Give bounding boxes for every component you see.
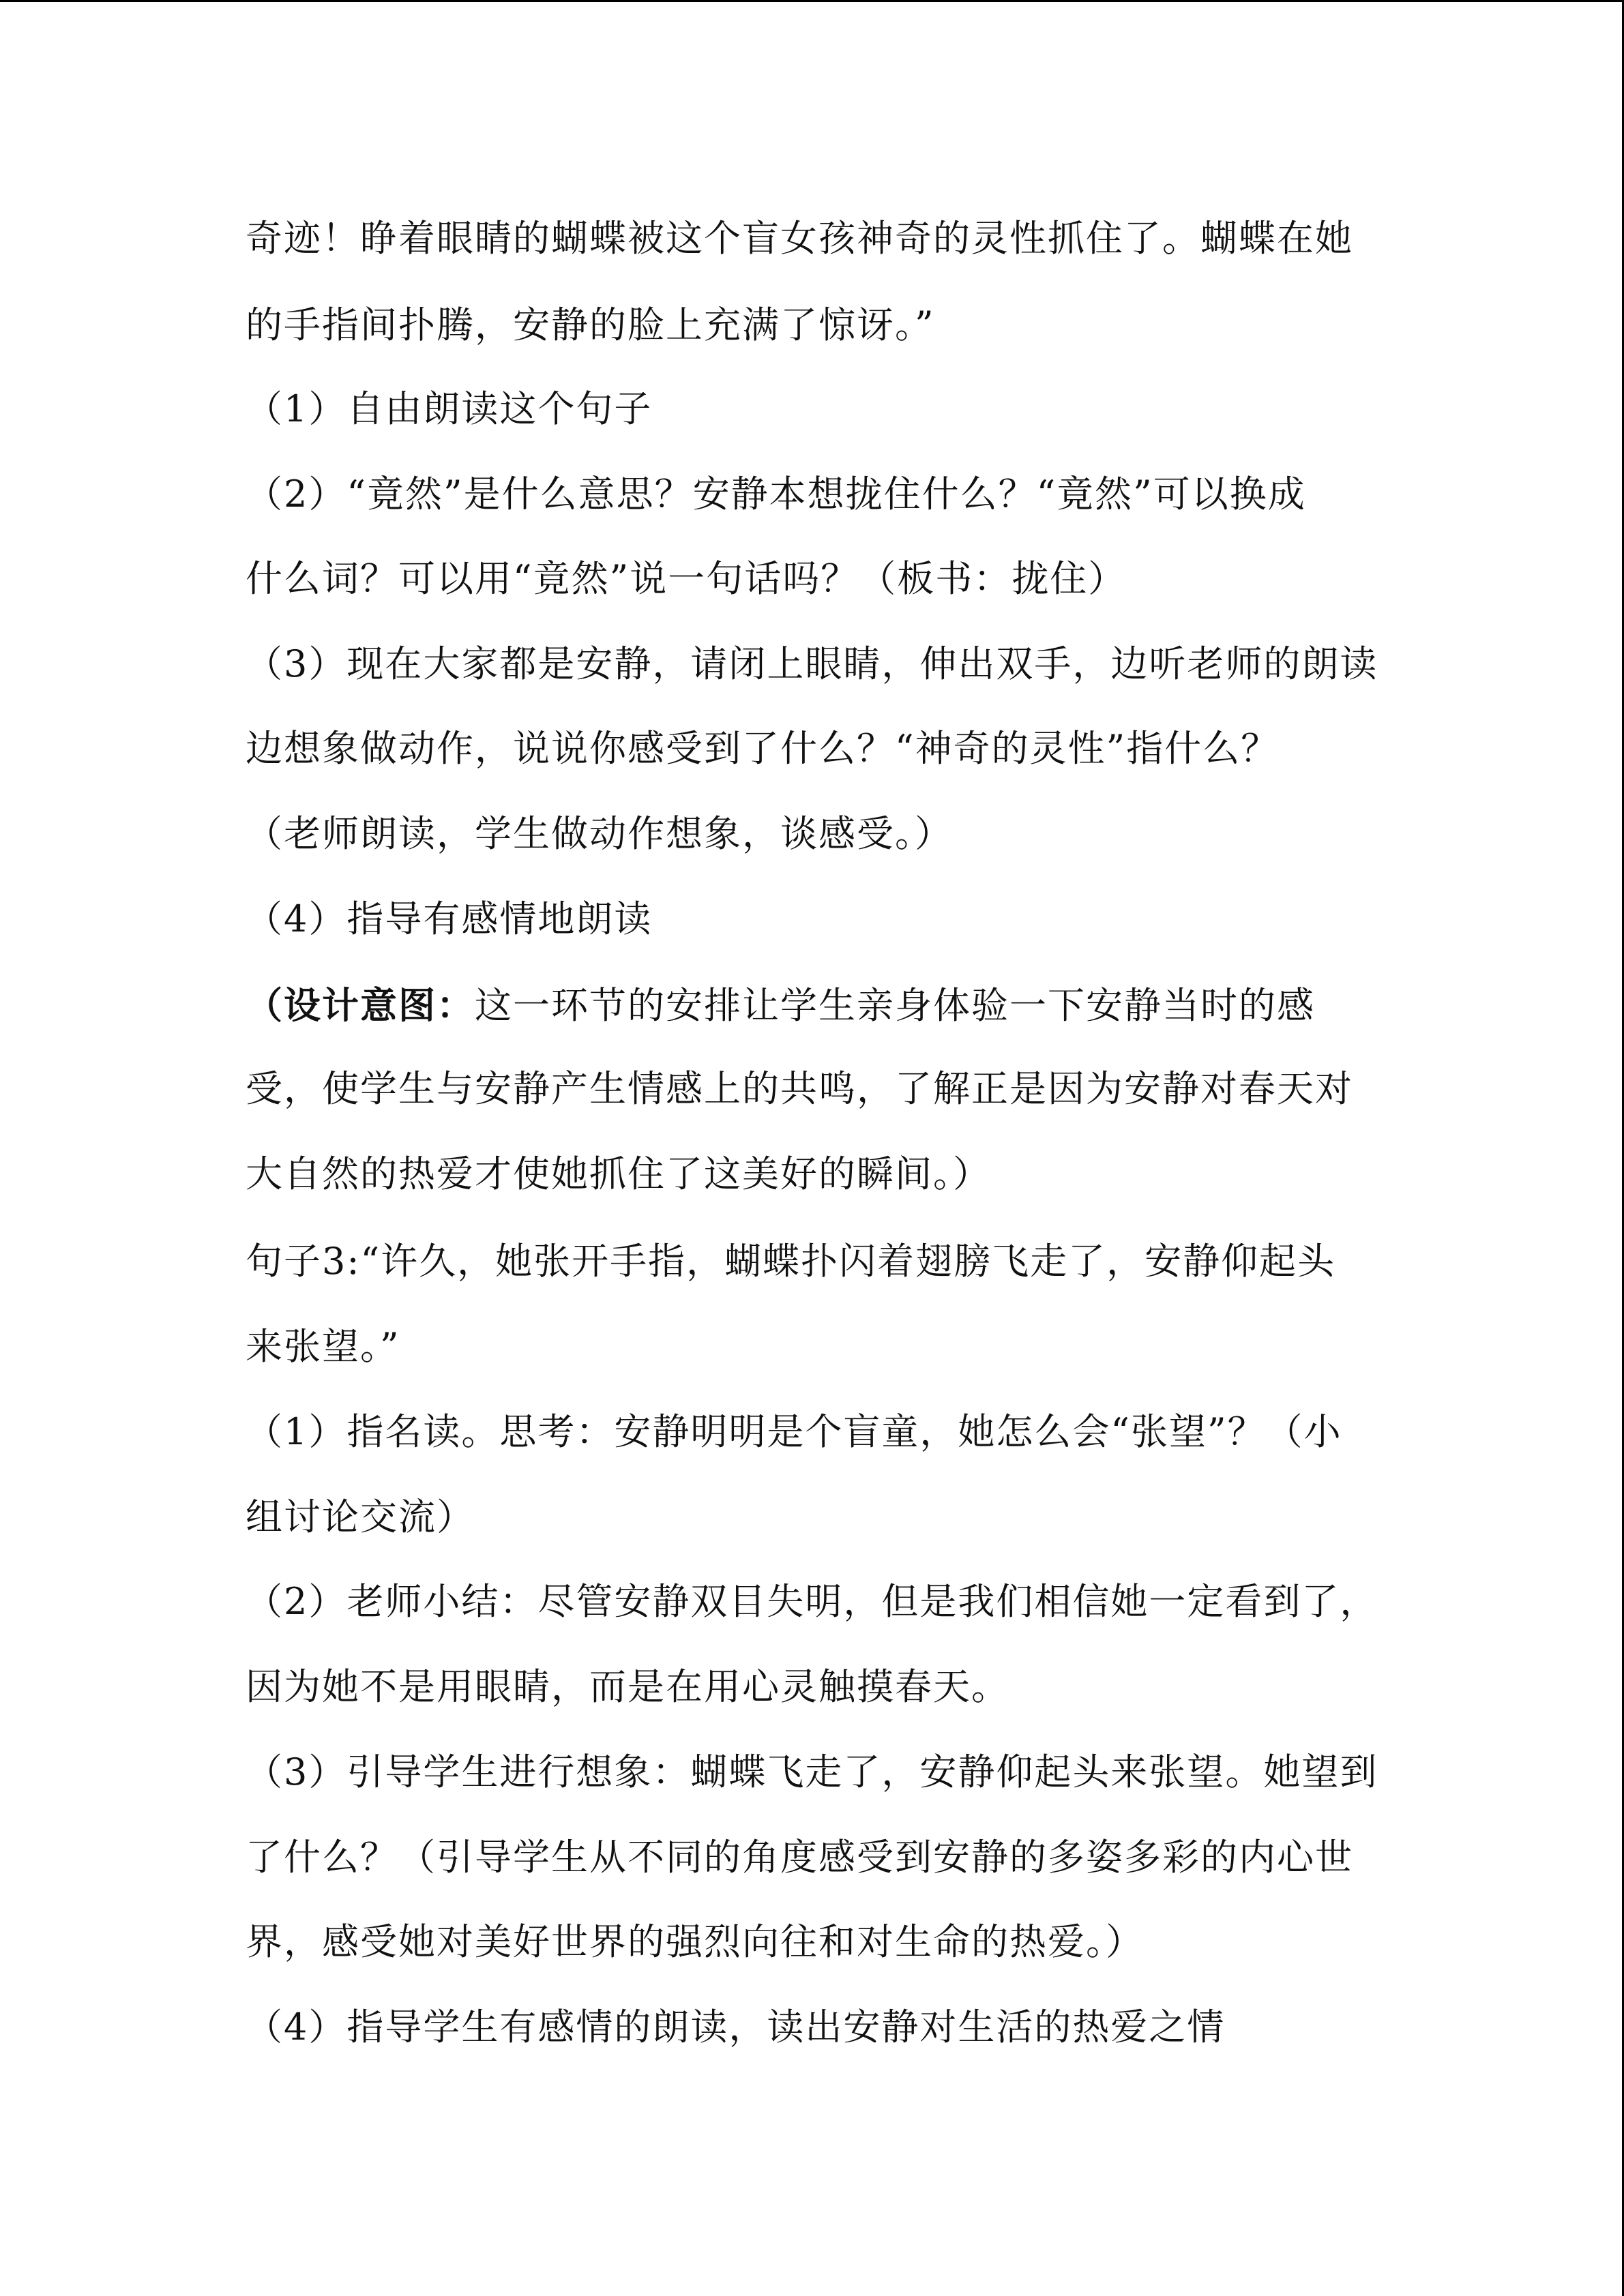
text-line: （3）引导学生进行想象：蝴蝶飞走了，安静仰起头来张望。她望到 [246,1750,1378,1793]
text-line: 组讨论交流） [246,1495,475,1538]
text-line: 因为她不是用眼睛，而是在用心灵触摸春天。 [246,1665,1009,1708]
text-line: （老师朗读，学生做动作想象，谈感受。） [246,812,953,855]
design-intent-text: 这一环节的安排让学生亲身体验一下安静当时的感 [475,984,1315,1027]
text-line: 了什么？（引导学生从不同的角度感受到安静的多姿多彩的内心世 [246,1836,1353,1879]
text-line: 界，感受她对美好世界的强烈向往和对生命的热爱。） [246,1920,1144,1963]
text-line: （3）现在大家都是安静，请闭上眼睛，伸出双手，边听老师的朗读 [246,642,1378,685]
text-line: 受，使学生与安静产生情感上的共鸣，了解正是因为安静对春天对 [246,1067,1353,1110]
design-intent-label: （设计意图： [246,983,475,1027]
text-line: 边想象做动作，说说你感受到了什么？“神奇的灵性”指什么？ [246,727,1280,770]
text-line: 的手指间扑腾，安静的脸上充满了惊讶。” [246,303,935,346]
text-line: （1）指名读。思考：安静明明是个盲童，她怎么会“张望”？（小 [246,1410,1342,1453]
text-line: 来张望。” [246,1325,400,1368]
text-line: 奇迹！睁着眼睛的蝴蝶被这个盲女孩神奇的灵性抓住了。蝴蝶在她 [246,217,1353,260]
design-intent-line [246,983,1315,1028]
text-line: （2）“竟然”是什么意思？安静本想拢住什么？“竟然”可以换成 [246,473,1306,516]
text-line: （1）自由朗读这个句子 [246,387,653,430]
text-line: （4）指导学生有感情的朗读，读出安静对生活的热爱之情 [246,2006,1226,2048]
text-line: 什么词？可以用“竟然”说一句话吗？（板书：拢住） [246,557,1127,600]
text-line: （4）指导有感情地朗读 [246,897,653,940]
text-line: （2）老师小结：尽管安静双目失明，但是我们相信她一定看到了， [246,1580,1378,1623]
page-top-border [0,0,1624,2]
text-line: 句子3:“许久，她张开手指，蝴蝶扑闪着翅膀飞走了，安静仰起头 [246,1240,1336,1283]
text-line: 大自然的热爱才使她抓住了这美好的瞬间。） [246,1152,991,1195]
